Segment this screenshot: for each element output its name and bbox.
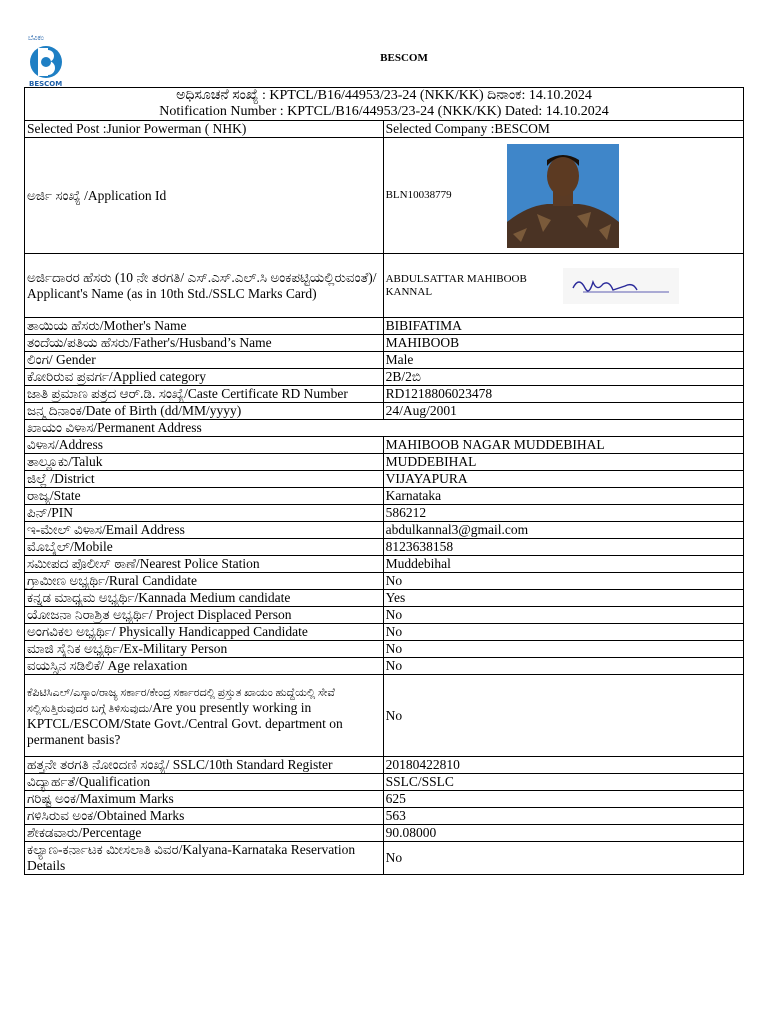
gender-value: Male — [383, 352, 743, 369]
max-marks-label: ಗರಿಷ್ಟ ಅಂಕ/Maximum Marks — [25, 791, 384, 808]
detail-row — [25, 471, 744, 488]
application-id-label: ಅರ್ಜಿ ಸಂಖ್ಯೆ /Application Id — [25, 138, 384, 254]
detail-row — [25, 403, 744, 420]
detail-row — [25, 539, 744, 556]
obtained-marks-label: ಗಳಿಸಿರುವ ಅಂಕ/Obtained Marks — [25, 808, 384, 825]
ex-military-value: No — [383, 641, 743, 658]
working-label-en: Are you presently working in KPTCL/ESCOM/State Govt./Central Govt. department on permanent basis? — [27, 699, 343, 747]
application-id-row — [25, 138, 744, 254]
address-label: ವಿಳಾಸ/Address — [25, 437, 384, 454]
ex-military-label: ಮಾಜಿ ಸೈನಿಕ ಅಭ್ಯರ್ಥಿ/Ex-Military Person — [25, 641, 384, 658]
father-name-value: MAHIBOOB — [383, 335, 743, 352]
detail-row — [25, 590, 744, 607]
working-row — [25, 675, 744, 757]
taluk-value: MUDDEBIHAL — [383, 454, 743, 471]
detail-row — [25, 505, 744, 522]
percentage-value: 90.08000 — [383, 825, 743, 842]
taluk-label: ತಾಲ್ಲೂಕು/Taluk — [25, 454, 384, 471]
kk-row — [25, 842, 744, 875]
detail-row — [25, 791, 744, 808]
detail-row — [25, 641, 744, 658]
project-displaced-value: No — [383, 607, 743, 624]
rural-value: No — [383, 573, 743, 590]
age-relaxation-value: No — [383, 658, 743, 675]
kk-reservation-value: No — [383, 842, 743, 875]
logo-text-en: BESCOM — [29, 80, 63, 88]
detail-row — [25, 522, 744, 539]
detail-row — [25, 658, 744, 675]
detail-row — [25, 437, 744, 454]
email-label: ಇ-ಮೇಲ್ ವಿಳಾಸ/Email Address — [25, 522, 384, 539]
detail-row — [25, 318, 744, 335]
mobile-value: 8123638158 — [383, 539, 743, 556]
pin-label: ಪಿನ್/PIN — [25, 505, 384, 522]
handicapped-value: No — [383, 624, 743, 641]
kannada-medium-value: Yes — [383, 590, 743, 607]
post-row — [25, 121, 744, 138]
detail-row — [25, 352, 744, 369]
rural-label: ಗ್ರಾಮೀಣ ಅಭ್ಯರ್ಥಿ/Rural Candidate — [25, 573, 384, 590]
district-label: ಜಿಲ್ಲೆ /District — [25, 471, 384, 488]
detail-row — [25, 607, 744, 624]
qualification-value: SSLC/SSLC — [383, 774, 743, 791]
mother-name-value: BIBIFATIMA — [383, 318, 743, 335]
category-label: ಕೋರಿರುವ ಪ್ರವರ್ಗ/Applied category — [25, 369, 384, 386]
applicant-signature — [563, 268, 679, 304]
pin-value: 586212 — [383, 505, 743, 522]
page-title: BESCOM — [380, 52, 428, 64]
detail-row — [25, 386, 744, 403]
father-name-label: ತಂದೆಯ/ಪತಿಯ ಹೆಸರು/Father's/Husband’s Name — [25, 335, 384, 352]
working-value: No — [383, 675, 743, 757]
application-id-value: BLN10038779 — [385, 189, 452, 201]
detail-row — [25, 369, 744, 386]
gender-label: ಲಿಂಗ/ Gender — [25, 352, 384, 369]
police-station-label: ಸಮೀಪದ ಪೊಲೀಸ್ ಠಾಣೆ/Nearest Police Station — [25, 556, 384, 573]
selected-company: Selected Company :BESCOM — [383, 121, 743, 138]
register-label: ಹತ್ತನೇ ತರಗತಿ ನೋಂದಣಿ ಸಂಖ್ಯೆ/ SSLC/10th Standard Register — [25, 757, 384, 774]
age-relaxation-label: ವಯಸ್ಸಿನ ಸಡಿಲಿಕೆ/ Age relaxation — [25, 658, 384, 675]
project-displaced-label: ಯೋಜನಾ ನಿರಾಶ್ರಿತ ಅಭ್ಯರ್ಥಿ/ Project Displaced Person — [25, 607, 384, 624]
email-value: abdulkannal3@gmail.com — [383, 522, 743, 539]
applicant-name-value: ABDULSATTAR MAHIBOOB KANNAL — [385, 272, 527, 298]
detail-row — [25, 808, 744, 825]
dob-label: ಜನ್ಮ ದಿನಾಂಕ/Date of Birth (dd/MM/yyyy) — [25, 403, 384, 420]
notification-number-kn: ಅಧಿಸೂಚನೆ ಸಂಖ್ಯೆ : KPTCL/B16/44953/23-24 (NKK/KK) ದಿನಾಂಕ: 14.10.2024 — [176, 88, 592, 103]
mother-name-label: ತಾಯಿಯ ಹೆಸರು/Mother's Name — [25, 318, 384, 335]
logo-text-kn: ಬೆವಿಕಂ — [28, 34, 44, 42]
kannada-medium-label: ಕನ್ನಡ ಮಾಧ್ಯಮ ಅಭ್ಯರ್ಥಿ/Kannada Medium candidate — [25, 590, 384, 607]
qualification-label: ವಿದ್ಯಾರ್ಹತೆ/Qualification — [25, 774, 384, 791]
detail-row — [25, 454, 744, 471]
permanent-address-heading-row — [25, 420, 744, 437]
detail-row — [25, 488, 744, 505]
state-value: Karnataka — [383, 488, 743, 505]
register-value: 20180422810 — [383, 757, 743, 774]
working-label-kn: ಕೆಪಿಟಿಸಿಎಲ್/ಎಸ್ಕಾಂ/ರಾಜ್ಯ ಸರ್ಕಾರ/ಕೇಂದ್ರ ಸರ್ಕಾರದಲ್ಲಿ ಪ್ರಸ್ತುತ ಖಾಯಂ ಹುದ್ದೆಯಲ್ಲಿ ಸೇವೆ ಸಲ್ಲಿಸುತ್ತಿರುವುದರ ಬಗ್ಗೆ ತಿಳಿಸುವುದು/ — [27, 686, 335, 715]
application-details-table — [24, 87, 744, 875]
detail-row — [25, 335, 744, 352]
detail-row — [25, 624, 744, 641]
applicant-name-label: ಅರ್ಜಿದಾರರ ಹೆಸರು (10 ನೇ ತರಗತಿ/ ಎಸ್.ಎಸ್.ಎಲ್.ಸಿ ಅಂಕಪಟ್ಟಿಯಲ್ಲಿರುವಂತೆ)/ Applicant's Name (as in 10th Std./SSLC Marks Card) — [25, 254, 384, 318]
category-value: 2B/2ಬಿ — [383, 369, 743, 386]
percentage-label: ಶೇಕಡವಾರು/Percentage — [25, 825, 384, 842]
selected-post: Selected Post :Junior Powerman ( NHK) — [25, 121, 384, 138]
detail-row — [25, 825, 744, 842]
detail-row — [25, 573, 744, 590]
detail-row — [25, 774, 744, 791]
caste-rd-value: RD1218806023478 — [383, 386, 743, 403]
applicant-photo — [507, 144, 619, 248]
district-value: VIJAYAPURA — [383, 471, 743, 488]
notification-row — [25, 88, 744, 121]
state-label: ರಾಜ್ಯ/State — [25, 488, 384, 505]
detail-row — [25, 556, 744, 573]
address-value: MAHIBOOB NAGAR MUDDEBIHAL — [383, 437, 743, 454]
caste-rd-label: ಜಾತಿ ಪ್ರಮಾಣ ಪತ್ರದ ಆರ್.ಡಿ. ಸಂಖ್ಯೆ/Caste Certificate RD Number — [25, 386, 384, 403]
notification-number-en: Notification Number : KPTCL/B16/44953/23-24 (NKK/KK) Dated: 14.10.2024 — [159, 104, 609, 119]
police-station-value: Muddebihal — [383, 556, 743, 573]
applicant-name-row — [25, 254, 744, 318]
obtained-marks-value: 563 — [383, 808, 743, 825]
handicapped-label: ಅಂಗವಿಕಲ ಅಭ್ಯರ್ಥಿ/ Physically Handicapped Candidate — [25, 624, 384, 641]
max-marks-value: 625 — [383, 791, 743, 808]
permanent-address-heading: ಖಾಯಂ ವಿಳಾಸ/Permanent Address — [25, 420, 744, 437]
mobile-label: ಮೊಬೈಲ್/Mobile — [25, 539, 384, 556]
kk-reservation-label: ಕಲ್ಯಾಣ-ಕರ್ನಾಟಕ ಮೀಸಲಾತಿ ವಿವರ/Kalyana-Karnataka Reservation Details — [25, 842, 384, 875]
register-row — [25, 757, 744, 774]
dob-value: 24/Aug/2001 — [383, 403, 743, 420]
